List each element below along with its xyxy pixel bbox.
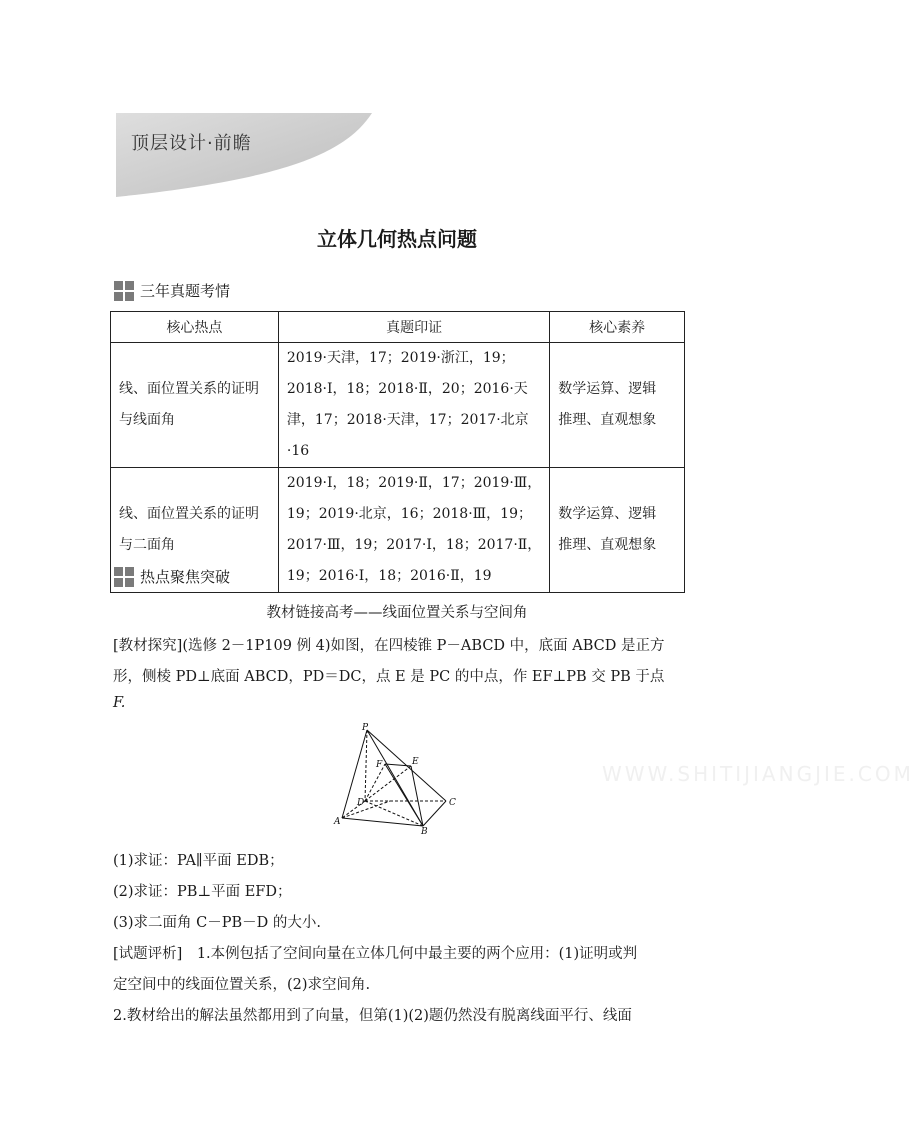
cell-line: 数学运算、逻辑 [558, 506, 657, 522]
section-label: 热点聚焦突破 [140, 568, 231, 586]
table-cell-literacy [550, 343, 685, 468]
table-header-row [111, 312, 685, 343]
table-cell-literacy [550, 468, 685, 593]
section-header-exam [114, 280, 230, 301]
vertex-label-p: P [362, 723, 369, 733]
cell-line: 2018·Ⅰ，18；2018·Ⅱ，20；2016·天 [286, 381, 528, 397]
problem-line: F. [113, 695, 126, 711]
vertex-label-c: C [449, 798, 456, 808]
grid-squares-icon [114, 281, 134, 301]
cell-line: 2017·Ⅲ，19；2017·Ⅰ，18；2017·Ⅱ， [286, 537, 542, 553]
table-header-cell: 核心素养 [550, 312, 685, 343]
vertex-label-b: B [421, 827, 428, 837]
vertex-label-f: F [376, 760, 383, 770]
watermark: WWW.SHITIJIANGJIE.COM [602, 762, 914, 786]
problem-line: [教材探究](选修 2－1P109 例 4)如图，在四棱锥 P－ABCD 中，底面 ABCD 是正方 [113, 638, 665, 654]
banner-text: 顶层设计·前瞻 [131, 133, 252, 154]
cell-line: 2019·天津，17；2019·浙江，19； [286, 350, 515, 366]
question-item: (3)求二面角 C－PB－D 的大小. [113, 915, 321, 931]
section-banner [116, 113, 372, 197]
table-header-cell: 核心热点 [111, 312, 279, 343]
cell-line: 19；2016·Ⅰ，18；2016·Ⅱ，19 [286, 568, 492, 584]
cell-line: 2019·Ⅰ，18；2019·Ⅱ，17；2019·Ⅲ， [286, 475, 542, 491]
grid-squares-icon [114, 567, 134, 587]
section-label: 三年真题考情 [140, 282, 231, 300]
cell-line: 与二面角 [119, 537, 175, 553]
cell-line: 津，17；2018·天津，17；2017·北京·16 [286, 412, 529, 459]
table-header-cell: 真题印证 [278, 312, 549, 343]
table-cell-evidence [278, 343, 549, 468]
cell-line: 数学运算、逻辑 [558, 381, 657, 397]
cell-line: 19；2019·北京，16；2018·Ⅲ，19； [286, 506, 532, 522]
cell-line: 线、面位置关系的证明 [119, 381, 259, 397]
analysis-line: 2.教材给出的解法虽然都用到了向量，但第(1)(2)题仍然没有脱离线面平行、线面 [113, 1008, 632, 1024]
table-cell-evidence [278, 468, 549, 593]
vertex-label-e: E [412, 757, 419, 767]
vertex-label-d: D [357, 798, 365, 808]
analysis-line: 定空间中的线面位置关系，(2)求空间角. [113, 977, 371, 993]
section-header-hotspot [114, 566, 230, 587]
analysis-line: [试题评析] 1.本例包括了空间向量在立体几何中最主要的两个应用：(1)证明或判 [113, 946, 638, 962]
cell-line: 推理、直观想象 [558, 537, 657, 553]
cell-line: 与线面角 [119, 412, 175, 428]
problem-line: 形，侧棱 PD⊥底面 ABCD，PD＝DC，点 E 是 PC 的中点，作 EF⊥PB 交 PB 于点 [113, 669, 665, 685]
page-title: 立体几何热点问题 [317, 227, 477, 251]
table-cell-topic [111, 343, 279, 468]
vertex-label-a: A [334, 817, 341, 827]
cell-line: 线、面位置关系的证明 [119, 506, 259, 522]
question-item: (1)求证：PA∥平面 EDB； [113, 853, 284, 869]
subtitle: 教材链接高考——线面位置关系与空间角 [266, 605, 528, 621]
exam-table [110, 311, 685, 593]
pyramid-figure [330, 722, 462, 837]
question-item: (2)求证：PB⊥平面 EFD； [113, 884, 292, 900]
table-row [111, 343, 685, 468]
cell-line: 推理、直观想象 [558, 412, 657, 428]
